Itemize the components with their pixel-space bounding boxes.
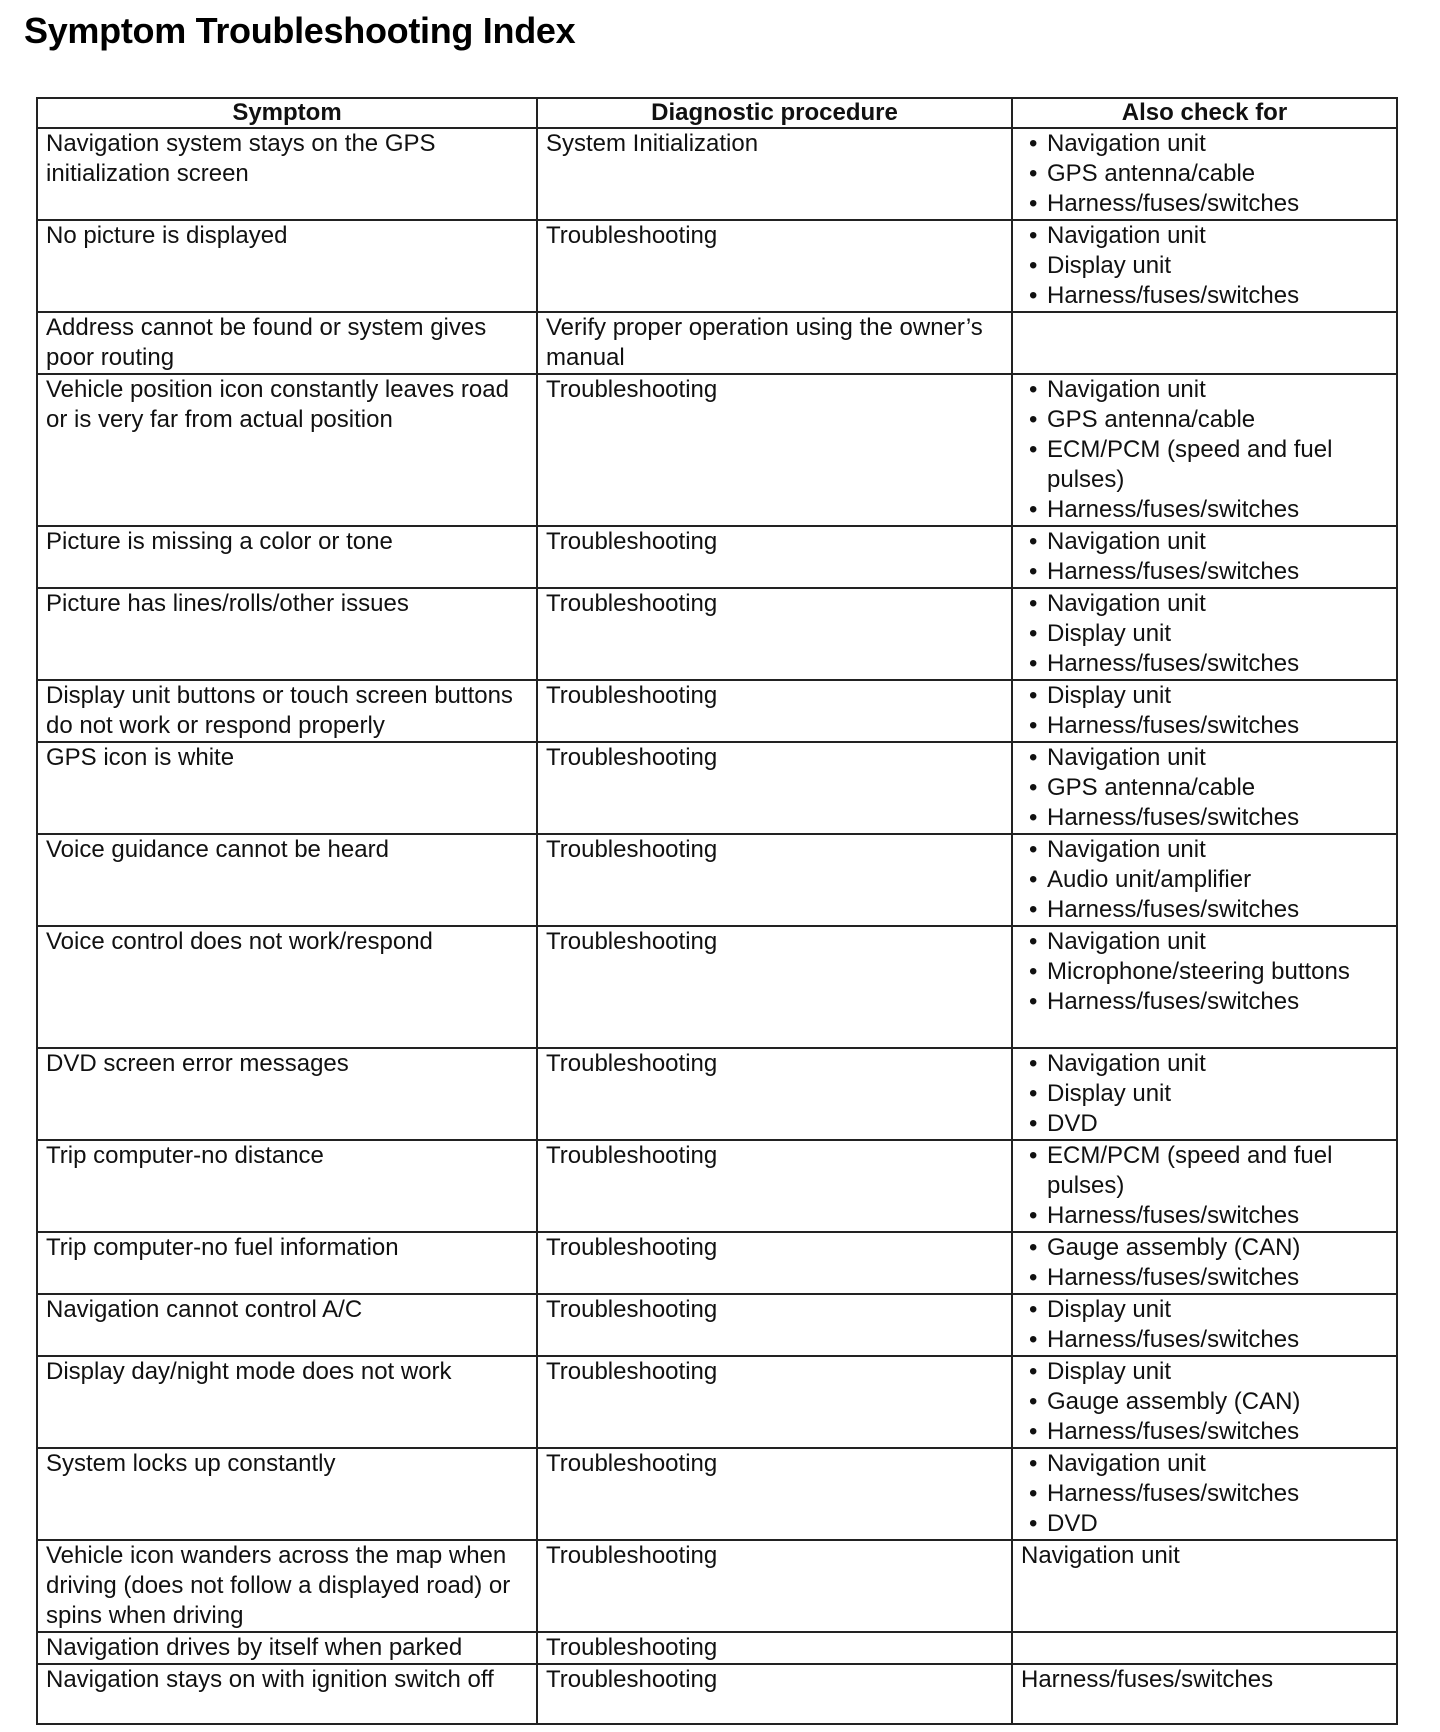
check-item: • GPS antenna/cable	[1021, 159, 1388, 189]
table-row	[37, 680, 1397, 742]
table-row	[37, 1664, 1397, 1724]
check-item: • Harness/fuses/switches	[1021, 557, 1388, 587]
symptom-cell: Vehicle icon wanders across the map when driving (does not follow a displayed road) or spins when driving	[37, 1540, 537, 1632]
check-list	[1021, 375, 1388, 525]
table-row	[37, 128, 1397, 220]
check-item: • Display unit	[1021, 1295, 1388, 1325]
symptom-cell: Display day/night mode does not work	[37, 1356, 537, 1448]
check-item: • Harness/fuses/switches	[1021, 1201, 1388, 1231]
also-check-cell	[1012, 1048, 1397, 1140]
check-item: • Harness/fuses/switches	[1021, 987, 1388, 1017]
check-item: • Audio unit/amplifier	[1021, 865, 1388, 895]
table-row	[37, 220, 1397, 312]
symptom-cell: GPS icon is white	[37, 742, 537, 834]
symptom-cell: Voice control does not work/respond	[37, 926, 537, 1048]
check-list	[1021, 1295, 1388, 1355]
procedure-cell: Troubleshooting	[537, 1632, 1012, 1664]
also-check-cell	[1012, 1140, 1397, 1232]
symptom-cell: Trip computer-no distance	[37, 1140, 537, 1232]
check-list	[1021, 743, 1388, 833]
procedure-cell: Troubleshooting	[537, 1356, 1012, 1448]
check-list	[1021, 1357, 1388, 1447]
table-header-row	[37, 98, 1397, 128]
check-item: • Navigation unit	[1021, 375, 1388, 405]
table-row	[37, 1294, 1397, 1356]
check-item: • Harness/fuses/switches	[1021, 711, 1388, 741]
check-list	[1021, 589, 1388, 679]
also-check-cell	[1012, 220, 1397, 312]
also-check-cell	[1012, 1232, 1397, 1294]
table-row	[37, 526, 1397, 588]
column-header-symptom: Symptom	[37, 98, 537, 128]
check-list	[1021, 681, 1388, 741]
table-row	[37, 374, 1397, 526]
procedure-cell: Troubleshooting	[537, 1664, 1012, 1724]
procedure-cell: Troubleshooting	[537, 742, 1012, 834]
procedure-cell: Troubleshooting	[537, 1048, 1012, 1140]
procedure-cell: Troubleshooting	[537, 1140, 1012, 1232]
check-list	[1021, 1049, 1388, 1139]
check-item: • GPS antenna/cable	[1021, 405, 1388, 435]
procedure-cell: Troubleshooting	[537, 220, 1012, 312]
check-item: • Navigation unit	[1021, 1049, 1388, 1079]
symptom-index-table	[36, 97, 1398, 1725]
check-item: • Harness/fuses/switches	[1021, 281, 1388, 311]
table-row	[37, 834, 1397, 926]
symptom-cell: Navigation cannot control A/C	[37, 1294, 537, 1356]
procedure-cell: Troubleshooting	[537, 526, 1012, 588]
check-list	[1021, 927, 1388, 1017]
check-item: • Harness/fuses/switches	[1021, 649, 1388, 679]
check-item: • Display unit	[1021, 1079, 1388, 1109]
procedure-cell: Troubleshooting	[537, 680, 1012, 742]
procedure-cell: Verify proper operation using the owner’s manual	[537, 312, 1012, 374]
check-item: • Navigation unit	[1021, 743, 1388, 773]
check-item: • Display unit	[1021, 251, 1388, 281]
check-item: • Display unit	[1021, 681, 1388, 711]
check-plain-text: Navigation unit	[1021, 1542, 1180, 1569]
symptom-cell: System locks up constantly	[37, 1448, 537, 1540]
check-list	[1021, 527, 1388, 587]
check-item: • Harness/fuses/switches	[1021, 1479, 1388, 1509]
table-row	[37, 1540, 1397, 1632]
also-check-cell	[1012, 128, 1397, 220]
symptom-cell: Voice guidance cannot be heard	[37, 834, 537, 926]
check-item: • Display unit	[1021, 619, 1388, 649]
also-check-cell	[1012, 1448, 1397, 1540]
check-item: • Harness/fuses/switches	[1021, 1263, 1388, 1293]
table-row	[37, 1140, 1397, 1232]
symptom-cell: Picture has lines/rolls/other issues	[37, 588, 537, 680]
also-check-cell	[1012, 926, 1397, 1048]
check-list	[1021, 221, 1388, 311]
check-item: • DVD	[1021, 1509, 1388, 1539]
check-item: • Navigation unit	[1021, 835, 1388, 865]
procedure-cell: Troubleshooting	[537, 588, 1012, 680]
also-check-cell	[1012, 1632, 1397, 1664]
check-item: • Display unit	[1021, 1357, 1388, 1387]
table-row	[37, 742, 1397, 834]
table-body	[37, 128, 1397, 1724]
check-item: • Navigation unit	[1021, 1449, 1388, 1479]
procedure-cell: Troubleshooting	[537, 926, 1012, 1048]
check-item: • Harness/fuses/switches	[1021, 895, 1388, 925]
procedure-cell: Troubleshooting	[537, 1540, 1012, 1632]
procedure-cell: System Initialization	[537, 128, 1012, 220]
also-check-cell	[1012, 1664, 1397, 1724]
check-item: • Harness/fuses/switches	[1021, 1417, 1388, 1447]
also-check-cell	[1012, 526, 1397, 588]
check-list	[1021, 129, 1388, 219]
check-item: • Harness/fuses/switches	[1021, 495, 1388, 525]
symptom-cell: Display unit buttons or touch screen buttons do not work or respond properly	[37, 680, 537, 742]
procedure-cell: Troubleshooting	[537, 1294, 1012, 1356]
table-row	[37, 588, 1397, 680]
table-row	[37, 1232, 1397, 1294]
check-item: • ECM/PCM (speed and fuel pulses)	[1021, 435, 1388, 495]
symptom-cell: Address cannot be found or system gives poor routing	[37, 312, 537, 374]
check-item: • Harness/fuses/switches	[1021, 803, 1388, 833]
symptom-cell: No picture is displayed	[37, 220, 537, 312]
table-row	[37, 312, 1397, 374]
also-check-cell	[1012, 1294, 1397, 1356]
also-check-cell	[1012, 742, 1397, 834]
also-check-cell	[1012, 588, 1397, 680]
check-item: • Navigation unit	[1021, 527, 1388, 557]
also-check-cell	[1012, 680, 1397, 742]
check-list	[1021, 835, 1388, 925]
check-item: • Gauge assembly (CAN)	[1021, 1233, 1388, 1263]
check-item: • Harness/fuses/switches	[1021, 1325, 1388, 1355]
table-row	[37, 1448, 1397, 1540]
also-check-cell	[1012, 834, 1397, 926]
column-header-procedure: Diagnostic procedure	[537, 98, 1012, 128]
table-row	[37, 926, 1397, 1048]
check-plain-text: Harness/fuses/switches	[1021, 1666, 1274, 1693]
check-list	[1021, 1449, 1388, 1539]
page-title: Symptom Troubleshooting Index	[24, 10, 576, 51]
also-check-cell	[1012, 1540, 1397, 1632]
check-item: • Navigation unit	[1021, 589, 1388, 619]
check-item: • Gauge assembly (CAN)	[1021, 1387, 1388, 1417]
check-list	[1021, 1233, 1388, 1293]
also-check-cell	[1012, 1356, 1397, 1448]
column-header-also-check: Also check for	[1012, 98, 1397, 128]
check-item: • DVD	[1021, 1109, 1388, 1139]
check-item: • ECM/PCM (speed and fuel pulses)	[1021, 1141, 1388, 1201]
also-check-cell	[1012, 312, 1397, 374]
check-item: • Navigation unit	[1021, 129, 1388, 159]
table-row	[37, 1356, 1397, 1448]
check-item: • Navigation unit	[1021, 927, 1388, 957]
symptom-cell: Vehicle position icon constantly leaves road or is very far from actual position	[37, 374, 537, 526]
also-check-cell	[1012, 374, 1397, 526]
check-list	[1021, 1141, 1388, 1231]
symptom-cell: Navigation drives by itself when parked	[37, 1632, 537, 1664]
table-row	[37, 1048, 1397, 1140]
procedure-cell: Troubleshooting	[537, 834, 1012, 926]
check-item: • Harness/fuses/switches	[1021, 189, 1388, 219]
symptom-cell: Trip computer-no fuel information	[37, 1232, 537, 1294]
procedure-cell: Troubleshooting	[537, 1232, 1012, 1294]
check-item: • GPS antenna/cable	[1021, 773, 1388, 803]
symptom-cell: Navigation stays on with ignition switch off	[37, 1664, 537, 1724]
symptom-cell: DVD screen error messages	[37, 1048, 537, 1140]
symptom-cell: Navigation system stays on the GPS initialization screen	[37, 128, 537, 220]
table-row	[37, 1632, 1397, 1664]
check-item: • Microphone/steering buttons	[1021, 957, 1388, 987]
procedure-cell: Troubleshooting	[537, 374, 1012, 526]
check-item: • Navigation unit	[1021, 221, 1388, 251]
symptom-cell: Picture is missing a color or tone	[37, 526, 537, 588]
procedure-cell: Troubleshooting	[537, 1448, 1012, 1540]
